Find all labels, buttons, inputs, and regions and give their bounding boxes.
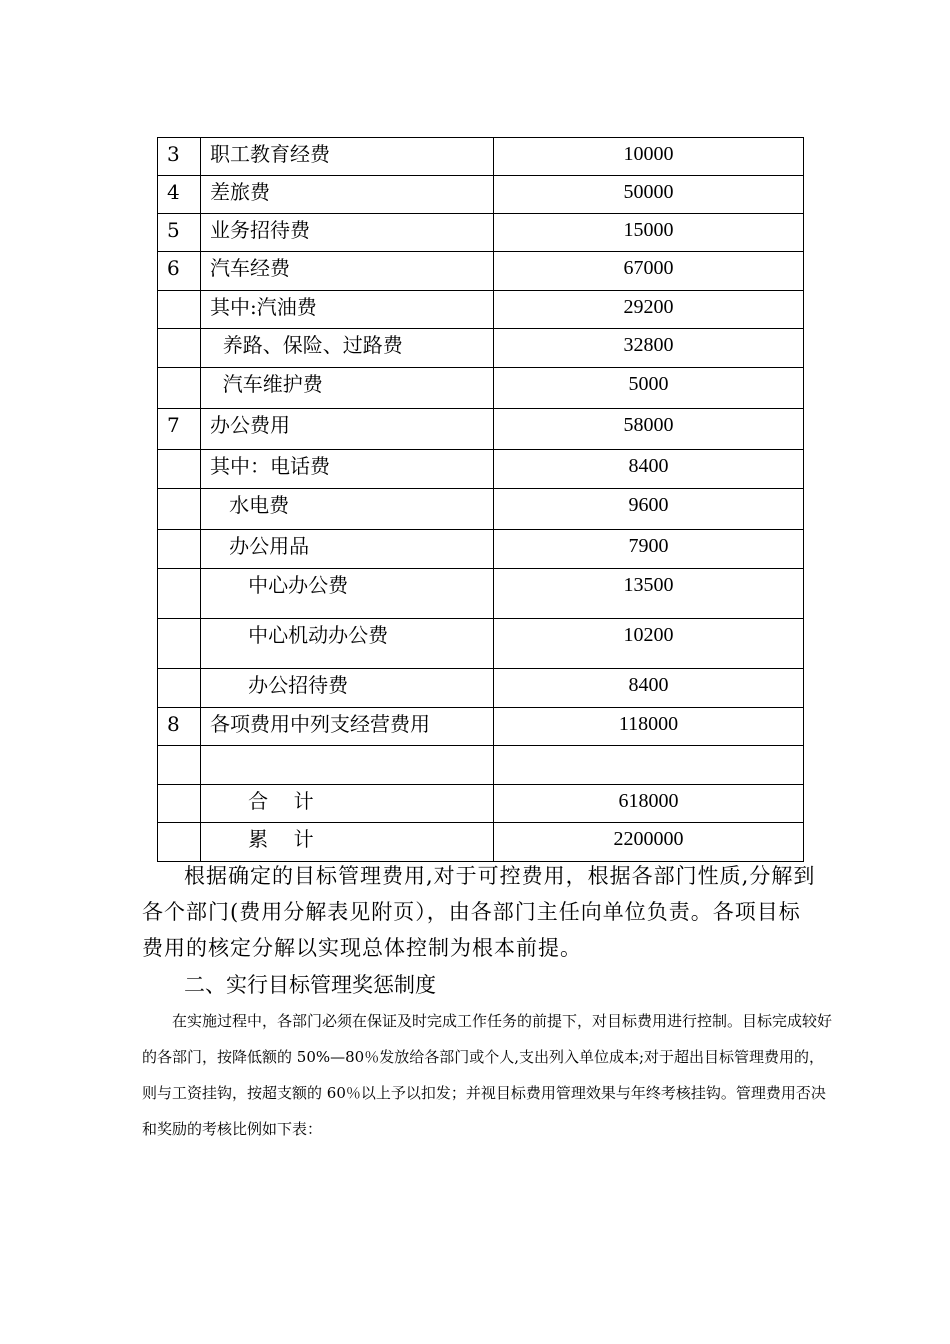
row-item-name-text: 各项费用中列支经营费用 bbox=[210, 712, 430, 736]
table-row bbox=[158, 138, 804, 176]
row-amount-text: 2200000 bbox=[613, 828, 684, 850]
row-amount bbox=[494, 569, 804, 619]
paragraph-implementation: 在实施过程中，各部门必须在保证及时完成工作任务的前提下，对目标费用进行控制。目标完成较好的各部门，按降低额的 50%—80％发放给各部门或个人,支出列入单位成本;对于超出目标管理费用的， 则与工资挂钩，按超支额的 60％以上予以扣发；并视目标费用管理效果与年终考核挂钩。管理费用否决和奖励的考核比例如下表： bbox=[142, 1012, 833, 1138]
row-number-text: 5 bbox=[167, 218, 180, 242]
row-item-name bbox=[201, 329, 494, 368]
row-item-name bbox=[201, 823, 494, 862]
row-number bbox=[158, 138, 201, 176]
row-number-text bbox=[167, 823, 200, 825]
row-item-name-text: 业务招待费 bbox=[210, 218, 310, 242]
row-item-name-text: 合 计 bbox=[210, 789, 314, 813]
row-number bbox=[158, 252, 201, 291]
row-item-name-text: 中心机动办公费 bbox=[210, 623, 389, 647]
table-row bbox=[158, 489, 804, 530]
row-amount-text: 8400 bbox=[628, 674, 669, 696]
row-number-text: 7 bbox=[167, 413, 180, 437]
row-amount-text: 29200 bbox=[623, 296, 674, 318]
row-number-text bbox=[167, 746, 200, 748]
row-amount-text: 13500 bbox=[623, 574, 674, 596]
table-row bbox=[158, 708, 804, 746]
row-amount-text: 618000 bbox=[618, 790, 679, 812]
row-number-text bbox=[167, 291, 200, 293]
row-amount bbox=[494, 329, 804, 368]
row-number bbox=[158, 785, 201, 823]
row-number bbox=[158, 214, 201, 252]
row-item-name-text: 职工教育经费 bbox=[210, 142, 330, 166]
row-number-text bbox=[167, 368, 200, 370]
row-item-name bbox=[201, 291, 494, 329]
row-item-name bbox=[201, 785, 494, 823]
row-number bbox=[158, 489, 201, 530]
row-item-name bbox=[201, 669, 494, 708]
row-item-name bbox=[201, 569, 494, 619]
row-amount-text: 10200 bbox=[623, 624, 674, 646]
row-amount bbox=[494, 409, 804, 450]
row-amount-text: 8400 bbox=[628, 455, 669, 477]
row-amount bbox=[494, 252, 804, 291]
row-item-name-text: 其中:汽油费 bbox=[210, 295, 317, 319]
row-item-name bbox=[201, 489, 494, 530]
table-row bbox=[158, 746, 804, 785]
row-number-text bbox=[167, 785, 200, 787]
table-row bbox=[158, 214, 804, 252]
row-item-name-text: 其中：电话费 bbox=[210, 454, 330, 478]
row-amount-text: 67000 bbox=[623, 257, 674, 279]
row-number-text bbox=[167, 569, 200, 571]
row-amount-text bbox=[494, 746, 803, 748]
row-amount bbox=[494, 489, 804, 530]
table-row bbox=[158, 530, 804, 569]
table-row bbox=[158, 823, 804, 862]
row-amount bbox=[494, 176, 804, 214]
row-number bbox=[158, 530, 201, 569]
row-number bbox=[158, 619, 201, 669]
row-item-name bbox=[201, 708, 494, 746]
row-number-text bbox=[167, 450, 200, 452]
row-number-text: 6 bbox=[167, 256, 180, 280]
paragraph-cost-allocation: 根据确定的目标管理费用,对于可控费用，根据各部门性质,分解到各个部门(费用分解表见附页），由各部门主任向单位负责。各项目标费用的核定分解以实现总体控制为根本前提。 bbox=[142, 864, 816, 960]
row-item-name-text: 办公招待费 bbox=[210, 673, 349, 697]
row-amount-text: 7900 bbox=[628, 535, 669, 557]
row-item-name bbox=[201, 368, 494, 409]
table-row bbox=[158, 669, 804, 708]
row-number bbox=[158, 329, 201, 368]
row-number-text bbox=[167, 329, 200, 331]
row-item-name bbox=[201, 619, 494, 669]
row-item-name bbox=[201, 746, 494, 785]
row-item-name-text: 水电费 bbox=[210, 493, 290, 517]
row-amount bbox=[494, 669, 804, 708]
table-row bbox=[158, 252, 804, 291]
table-row bbox=[158, 450, 804, 489]
row-amount bbox=[494, 619, 804, 669]
row-amount-text: 32800 bbox=[623, 334, 674, 356]
row-item-name bbox=[201, 530, 494, 569]
table-row bbox=[158, 176, 804, 214]
table-row bbox=[158, 329, 804, 368]
row-item-name bbox=[201, 138, 494, 176]
row-number-text: 4 bbox=[167, 180, 180, 204]
row-number-text bbox=[167, 669, 200, 671]
table-row bbox=[158, 409, 804, 450]
section-heading-reward-penalty: 二、实行目标管理奖惩制度 bbox=[184, 973, 436, 997]
row-number-text: 3 bbox=[167, 142, 180, 166]
table-row bbox=[158, 291, 804, 329]
row-amount-text: 10000 bbox=[623, 143, 674, 165]
row-amount-text: 118000 bbox=[618, 713, 679, 735]
row-amount bbox=[494, 785, 804, 823]
row-item-name-text: 办公用品 bbox=[210, 534, 310, 558]
row-number bbox=[158, 569, 201, 619]
row-number bbox=[158, 368, 201, 409]
expense-table-body bbox=[158, 138, 804, 862]
row-item-name-text bbox=[210, 746, 493, 748]
row-number bbox=[158, 708, 201, 746]
row-number-text: 8 bbox=[167, 712, 180, 736]
row-amount bbox=[494, 291, 804, 329]
row-item-name bbox=[201, 214, 494, 252]
row-item-name-text: 养路、保险、过路费 bbox=[210, 333, 403, 357]
row-item-name-text: 中心办公费 bbox=[210, 573, 349, 597]
row-item-name-text: 汽车维护费 bbox=[210, 372, 323, 396]
row-item-name-text: 办公费用 bbox=[210, 413, 290, 437]
row-amount bbox=[494, 746, 804, 785]
row-number bbox=[158, 669, 201, 708]
row-number bbox=[158, 823, 201, 862]
row-amount-text: 9600 bbox=[628, 494, 669, 516]
row-item-name-text: 汽车经费 bbox=[210, 256, 290, 280]
expense-table bbox=[157, 137, 804, 862]
row-amount bbox=[494, 138, 804, 176]
table-row bbox=[158, 785, 804, 823]
row-number bbox=[158, 291, 201, 329]
row-amount-text: 50000 bbox=[623, 181, 674, 203]
row-item-name bbox=[201, 450, 494, 489]
row-item-name bbox=[201, 176, 494, 214]
row-item-name bbox=[201, 252, 494, 291]
row-number bbox=[158, 409, 201, 450]
table-row bbox=[158, 368, 804, 409]
row-amount bbox=[494, 214, 804, 252]
row-number bbox=[158, 450, 201, 489]
row-amount bbox=[494, 823, 804, 862]
table-row bbox=[158, 569, 804, 619]
row-item-name-text: 累 计 bbox=[210, 827, 314, 851]
row-amount bbox=[494, 450, 804, 489]
row-number bbox=[158, 176, 201, 214]
table-row bbox=[158, 619, 804, 669]
row-amount bbox=[494, 530, 804, 569]
row-amount bbox=[494, 708, 804, 746]
row-amount-text: 15000 bbox=[623, 219, 674, 241]
row-number-text bbox=[167, 489, 200, 491]
row-amount-text: 5000 bbox=[628, 373, 669, 395]
row-item-name-text: 差旅费 bbox=[210, 180, 270, 204]
row-amount bbox=[494, 368, 804, 409]
row-number-text bbox=[167, 530, 200, 532]
row-item-name bbox=[201, 409, 494, 450]
row-amount-text: 58000 bbox=[623, 414, 674, 436]
row-number-text bbox=[167, 619, 200, 621]
row-number bbox=[158, 746, 201, 785]
